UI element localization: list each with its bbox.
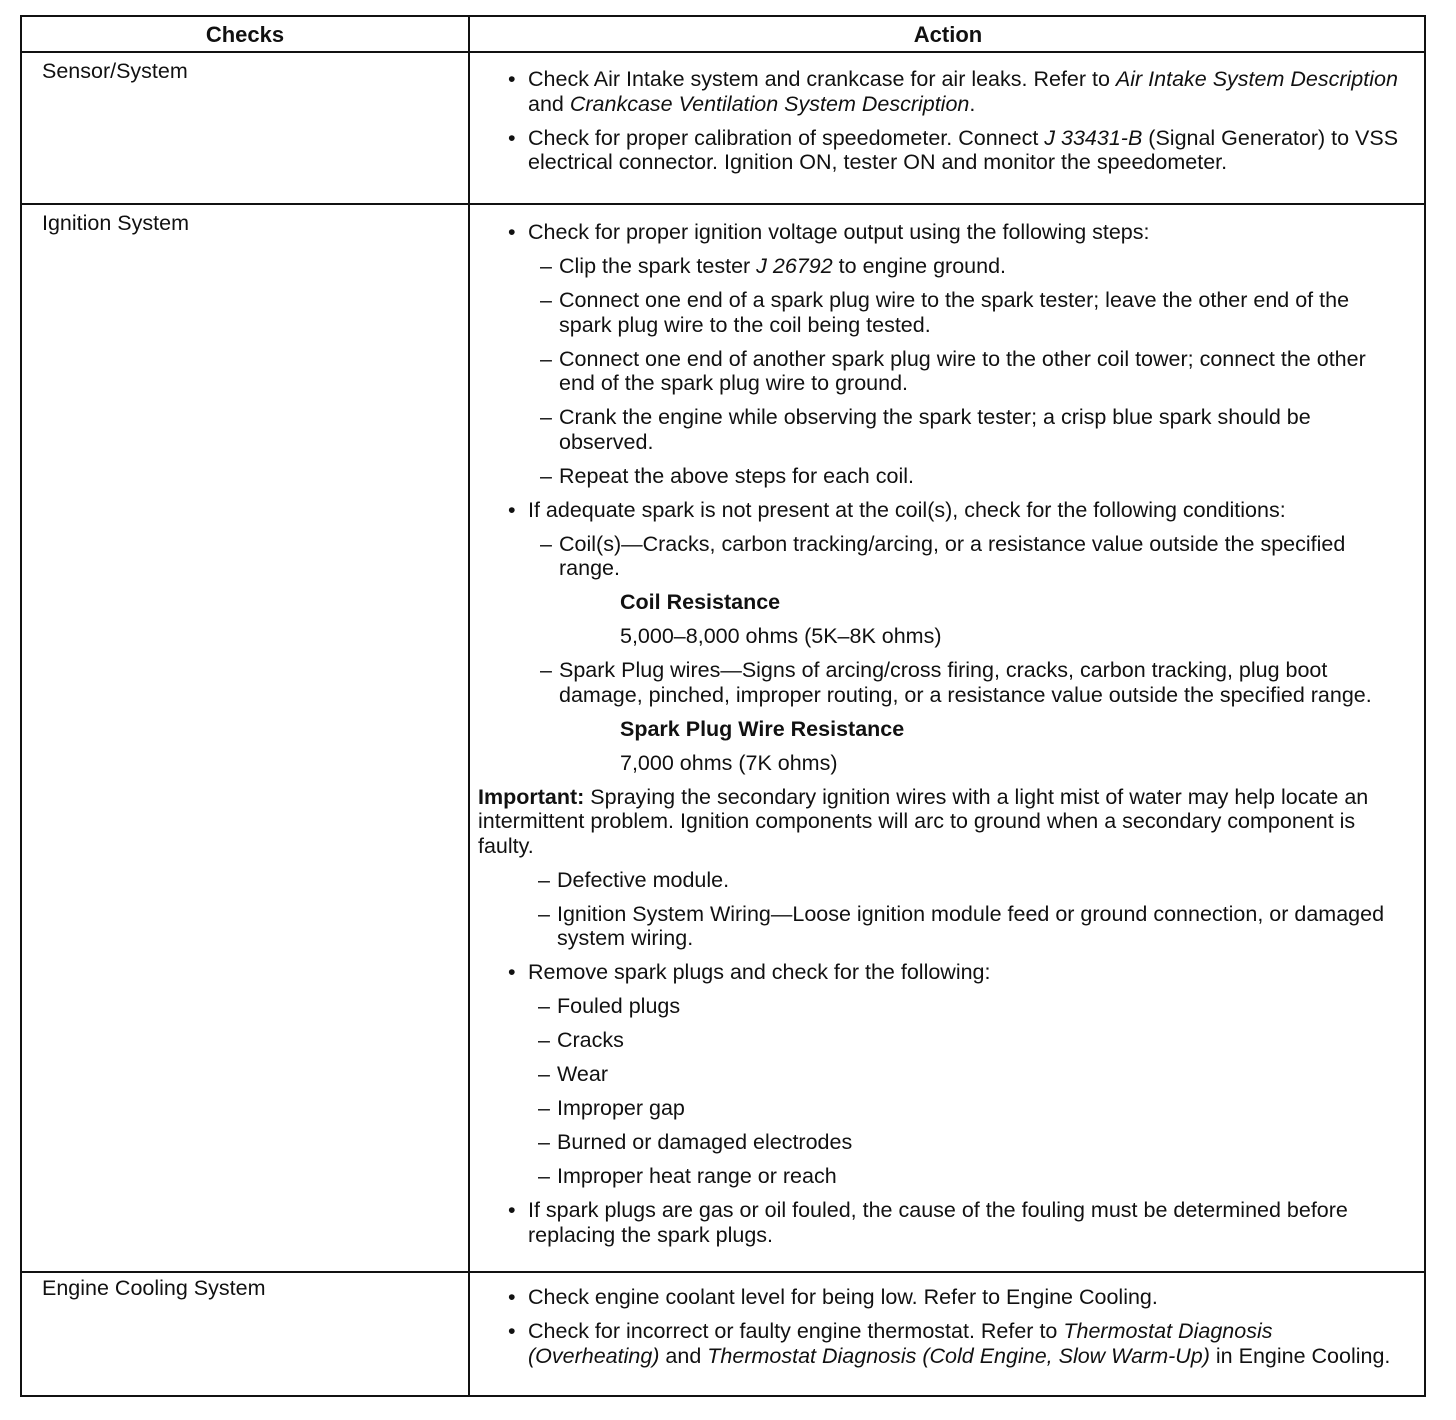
wire-resistance-value: 7,000 ohms (7K ohms) (620, 750, 838, 775)
list-item: – Crank the engine while observing the spark tester; a crisp blue spark should be observed. (470, 405, 1400, 454)
list-item: • Check for proper ignition voltage output using the following steps: (470, 220, 1400, 245)
list-item: – Improper heat range or reach (470, 1164, 1400, 1189)
check-sensor-system: Sensor/System (42, 59, 188, 83)
list-item: • If spark plugs are gas or oil fouled, the cause of the fouling must be determined before replacing the spark plugs. (470, 1198, 1400, 1247)
action-engine-cooling-system (470, 1285, 1400, 1378)
coil-resistance-label: Coil Resistance (620, 590, 781, 614)
list-item: • If adequate spark is not present at the coil(s), check for the following conditions: (470, 498, 1400, 523)
list-item: – Repeat the above steps for each coil. (470, 464, 1400, 489)
important-note: Important: Spraying the secondary ignition wires with a light mist of water may help locate an intermittent problem. Ignition components will arc to ground when a secondary component is faulty. (478, 784, 1369, 858)
header-checks: Checks (205, 22, 285, 47)
list-item: – Ignition System Wiring—Loose ignition module feed or ground connection, or damaged system wiring. (470, 902, 1400, 951)
list-item: – Burned or damaged electrodes (470, 1130, 1400, 1155)
list-item: – Coil(s)—Cracks, carbon tracking/arcing, or a resistance value outside the specified range. (470, 532, 1400, 581)
coil-resistance-value: 5,000–8,000 ohms (5K–8K ohms) (620, 624, 942, 648)
list-item: – Connect one end of another spark plug wire to the other coil tower; connect the other end of the spark plug wire to ground. (470, 347, 1400, 396)
list-item: – Wear (470, 1062, 1400, 1087)
list-item: – Defective module. (470, 868, 1400, 893)
row-divider (22, 1271, 1424, 1273)
list-item: – Improper gap (470, 1096, 1400, 1121)
action-sensor-system (470, 67, 1400, 184)
check-ignition-system: Ignition System (42, 211, 189, 235)
list-item: • Check for proper calibration of speedometer. Connect J 33431-B (Signal Generator) to VSS electrical connector. Ignition ON, tester ON and monitor the speedometer. (470, 126, 1400, 175)
list-item: – Spark Plug wires—Signs of arcing/cross firing, cracks, carbon tracking, plug boot damage, pinched, improper routing, or a resistance value outside the specified range. (470, 658, 1400, 707)
wire-resistance-label: Spark Plug Wire Resistance (620, 716, 905, 741)
row-divider (22, 203, 1424, 205)
header-action: Action (913, 22, 983, 47)
list-item: • Check Air Intake system and crankcase for air leaks. Refer to Air Intake System Description and Crankcase Ventilation System Description. (470, 67, 1400, 116)
list-item: • Check for incorrect or faulty engine thermostat. Refer to Thermostat Diagnosis (Overheating) and Thermostat Diagnosis (Cold Engine, Slow Warm-Up) in Engine Cooling. (470, 1319, 1400, 1368)
check-engine-cooling-system: Engine Cooling System (42, 1276, 266, 1300)
action-ignition-system (470, 220, 1400, 1257)
diagnostic-table (20, 15, 1426, 1397)
list-item: – Cracks (470, 1028, 1400, 1053)
list-item: – Fouled plugs (470, 994, 1400, 1019)
list-item: – Connect one end of a spark plug wire to the spark tester; leave the other end of the spark plug wire to the coil being tested. (470, 288, 1400, 337)
list-item: – Clip the spark tester J 26792 to engine ground. (470, 254, 1400, 279)
list-item: • Check engine coolant level for being low. Refer to Engine Cooling. (470, 1285, 1400, 1310)
list-item: • Remove spark plugs and check for the following: (470, 960, 1400, 985)
